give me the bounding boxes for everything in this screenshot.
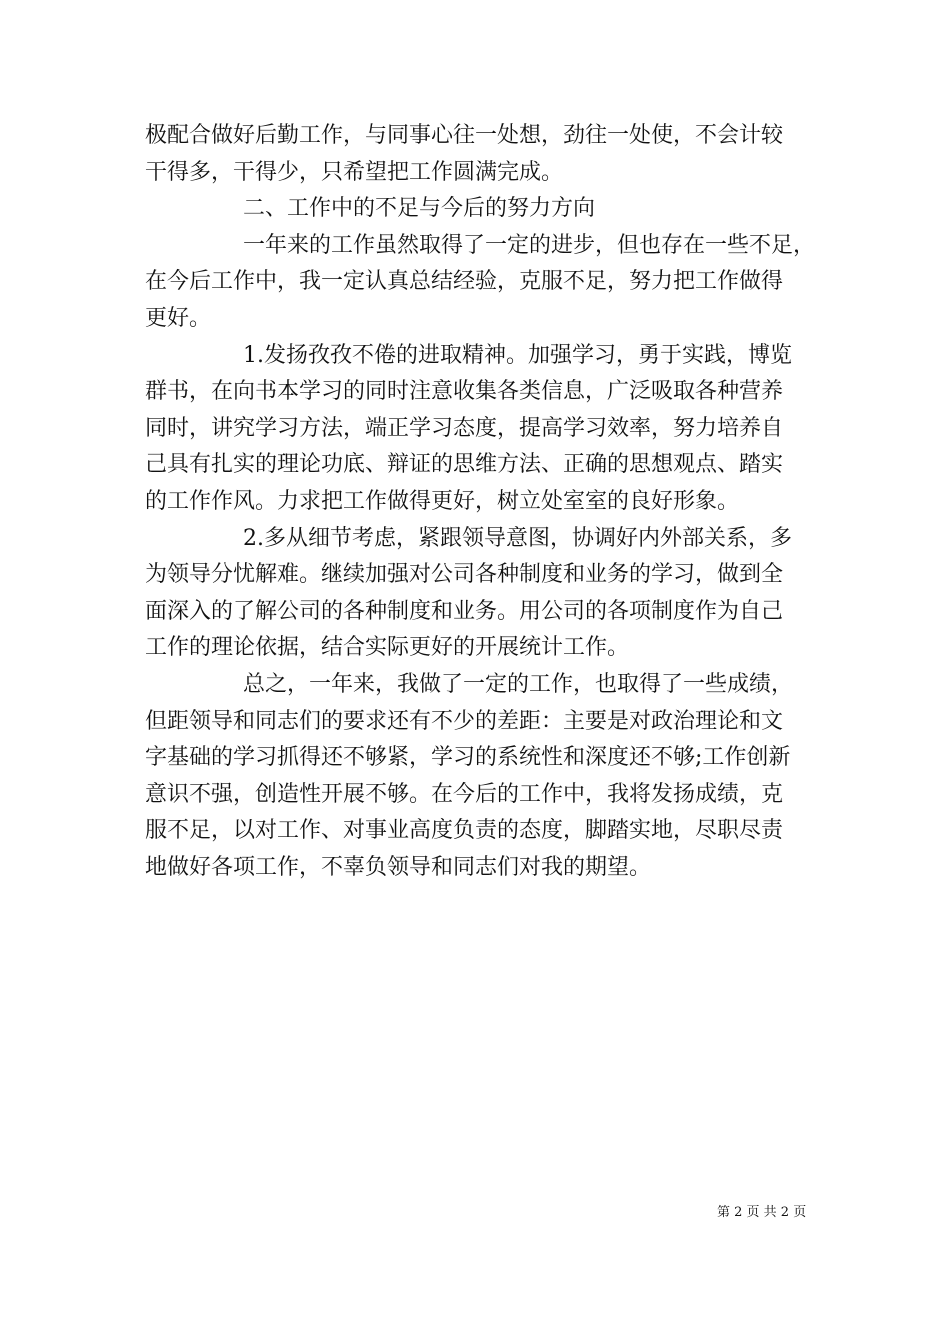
body-line: 地做好各项工作，不辜负领导和同志们对我的期望。 <box>145 854 652 880</box>
body-line: 同时，讲究学习方法，端正学习态度，提高学习效率，努力培养自 <box>145 415 784 441</box>
document-body <box>145 118 816 886</box>
body-line: 的工作作风。力求把工作做得更好，树立处室室的良好形象。 <box>145 488 740 514</box>
body-line: 干得多，干得少，只希望把工作圆满完成。 <box>145 159 564 185</box>
body-line: 群书，在向书本学习的同时注意收集各类信息，广泛吸取各种营养 <box>145 379 784 405</box>
list-item-2-line: 2.多从细节考虑，紧跟领导意图，协调好内外部关系，多 <box>243 525 792 551</box>
body-line: 意识不强，创造性开展不够。在今后的工作中，我将发扬成绩，克 <box>145 781 784 807</box>
page-number: 第 2 页 共 2 页 <box>717 1205 807 1220</box>
body-line: 极配合做好后勤工作，与同事心往一处想，劲往一处使，不会计较 <box>145 123 784 148</box>
body-line: 在今后工作中，我一定认真总结经验，克服不足，努力把工作做得 <box>145 269 784 295</box>
body-line: 服不足，以对工作、对事业高度负责的态度，脚踏实地，尽职尽责 <box>145 818 784 844</box>
body-line: 更好。 <box>145 305 212 331</box>
body-line: 为领导分忧解难。继续加强对公司各种制度和业务的学习，做到全 <box>145 562 784 588</box>
body-line: 面深入的了解公司的各种制度和业务。用公司的各项制度作为自己 <box>145 598 784 624</box>
conclusion-line: 总之，一年来，我做了一定的工作，也取得了一些成绩， <box>243 671 794 697</box>
body-line: 但距领导和同志们的要求还有不少的差距：主要是对政治理论和文 <box>145 708 784 734</box>
list-item-1-line: 1.发扬孜孜不倦的进取精神。加强学习，勇于实践，博览 <box>243 342 792 368</box>
body-line: 工作的理论依据，结合实际更好的开展统计工作。 <box>145 635 630 661</box>
body-line: 字基础的学习抓得还不够紧，学习的系统性和深度还不够;工作创新 <box>145 745 791 771</box>
body-line: 一年来的工作虽然取得了一定的进步，但也存在一些不足， <box>243 232 816 258</box>
section-heading: 二、工作中的不足与今后的努力方向 <box>243 196 596 222</box>
body-line: 己具有扎实的理论功底、辩证的思维方法、正确的思想观点、踏实 <box>145 452 784 478</box>
